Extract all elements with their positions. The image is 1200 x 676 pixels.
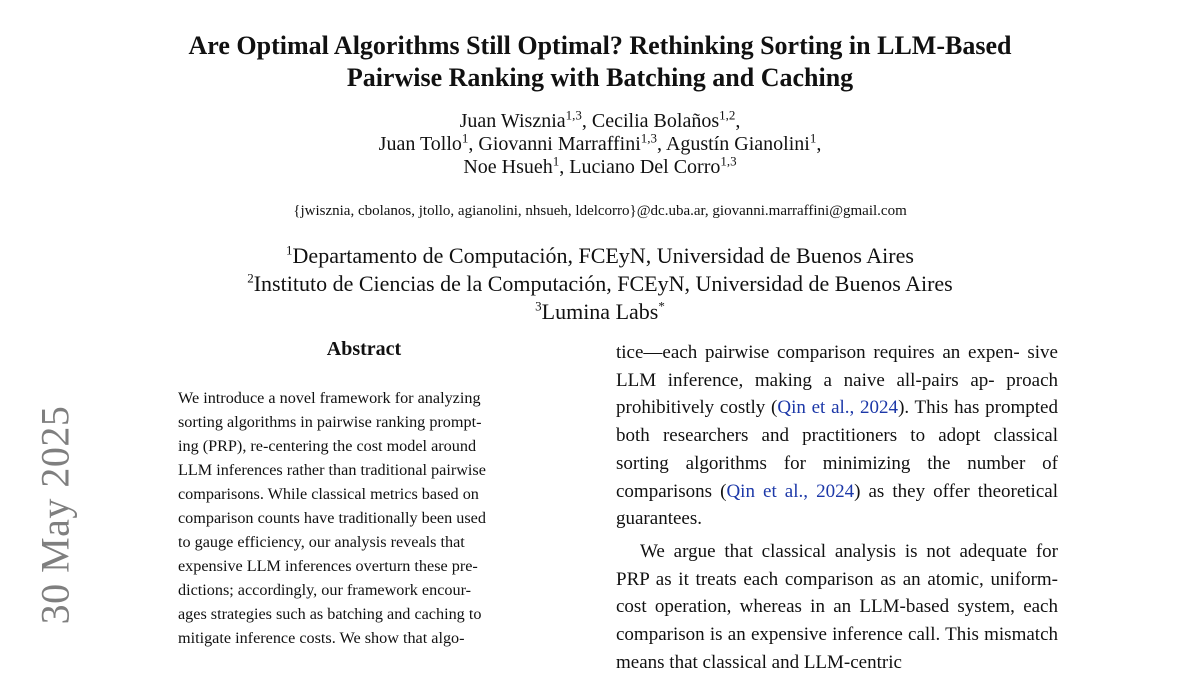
paper-title bbox=[130, 30, 1070, 94]
author-affil-sup: 1,3 bbox=[565, 107, 582, 123]
arxiv-date-text: 30 May 2025 bbox=[32, 405, 78, 625]
author-name: Luciano Del Corro bbox=[569, 156, 721, 178]
abstract-line: We introduce a novel framework for analyzing bbox=[178, 389, 481, 407]
abstract-line: sorting algorithms in pairwise ranking prompt- bbox=[178, 413, 482, 431]
abstract-line: ing (PRP), re-centering the cost model around bbox=[178, 437, 477, 455]
author-line-1: Juan Wisznia$^{1,3}$, Cecilia Bolaños$^{1,2}$, bbox=[459, 107, 741, 132]
abstract-line: ages strategies such as batching and caching to bbox=[178, 605, 482, 623]
author-emails: {jwisznia, cbolanos, jtollo, agianolini, nhsueh, ldelcorro}@dc.uba.ar, giovanni.marraffini@gmail.com bbox=[293, 203, 907, 219]
footnote-marker: * bbox=[658, 298, 665, 314]
author-name: Juan Tollo bbox=[378, 133, 462, 155]
author-name: Giovanni Marraffini bbox=[478, 133, 641, 155]
author-affil-sup: 1,3 bbox=[720, 153, 737, 169]
abstract-line: comparison counts have traditionally been used bbox=[178, 509, 486, 527]
author-line-2: Juan Tollo$^1$, Giovanni Marraffini$^{1,3}$, Agustín Gianolini$^1$, bbox=[378, 130, 822, 155]
citation-link[interactable]: Qin et al., 2024 bbox=[726, 480, 855, 502]
abstract-line: dictions; accordingly, our framework encour- bbox=[178, 581, 472, 599]
abstract-line: to gauge efficiency, our analysis reveals that bbox=[178, 533, 465, 551]
author-name: Agustín Gianolini bbox=[665, 133, 810, 155]
body-paragraph-2: We argue that classical analysis is not adequate for PRP as it treats each comparison as an atomic, uniform-cost operation, whereas in an LLM-based system, each comparison is an expensive inference call. This mismatch means that classical and LLM-centric bbox=[616, 540, 1058, 673]
abstract-line: comparisons. While classical metrics based on bbox=[178, 485, 479, 503]
affiliation-1: $^1$Departamento de Computación, FCEyN, Universidad de Buenos Aires bbox=[286, 242, 914, 268]
author-name: Juan Wisznia bbox=[459, 110, 566, 132]
title-line-1: Are Optimal Algorithms Still Optimal? Rethinking Sorting in LLM-Based bbox=[188, 31, 1012, 60]
author-name: Noe Hsueh bbox=[463, 156, 553, 178]
arxiv-date-stamp bbox=[30, 400, 80, 630]
author-affil-sup: 1,2 bbox=[719, 107, 736, 123]
author-affil-sup: 1 bbox=[552, 153, 560, 169]
abstract-text bbox=[178, 386, 550, 650]
body-paragraph-1: tice—each pairwise comparison requires an expen- sive LLM inference, making a naive all-pairs ap- proach prohibitively costly (Qin et al., 2024). This has prompted both researchers and practitioners to adopt classical sorting algorithms for minimizing the number of comparisons (Qin et al., 2024) as they offer theoretical guarantees. bbox=[616, 342, 1058, 530]
abstract-heading: Abstract bbox=[326, 338, 402, 360]
title-line-2: Pairwise Ranking with Batching and Caching bbox=[346, 63, 854, 92]
author-list bbox=[200, 107, 1000, 179]
affiliation-3: $^3$Lumina Labs* bbox=[535, 298, 665, 324]
author-affil-sup: 1 bbox=[461, 130, 469, 146]
citation-link[interactable]: Qin et al., 2024 bbox=[777, 397, 899, 419]
abstract-line: LLM inferences rather than traditional pairwise bbox=[178, 461, 486, 479]
abstract-line: mitigate inference costs. We show that algo- bbox=[178, 629, 465, 647]
author-name: Cecilia Bolaños bbox=[591, 110, 720, 132]
author-affil-sup: 1,3 bbox=[640, 130, 658, 146]
author-affil-sup: 1 bbox=[809, 130, 817, 146]
affiliation-2: $^2$Instituto de Ciencias de la Computación, FCEyN, Universidad de Buenos Aires bbox=[247, 270, 953, 296]
author-line-3: Noe Hsueh$^1$, Luciano Del Corro$^{1,3}$ bbox=[463, 153, 737, 178]
abstract-line: expensive LLM inferences overturn these pre- bbox=[178, 557, 478, 575]
body-column-right bbox=[616, 339, 1058, 676]
affiliations bbox=[200, 242, 1000, 326]
